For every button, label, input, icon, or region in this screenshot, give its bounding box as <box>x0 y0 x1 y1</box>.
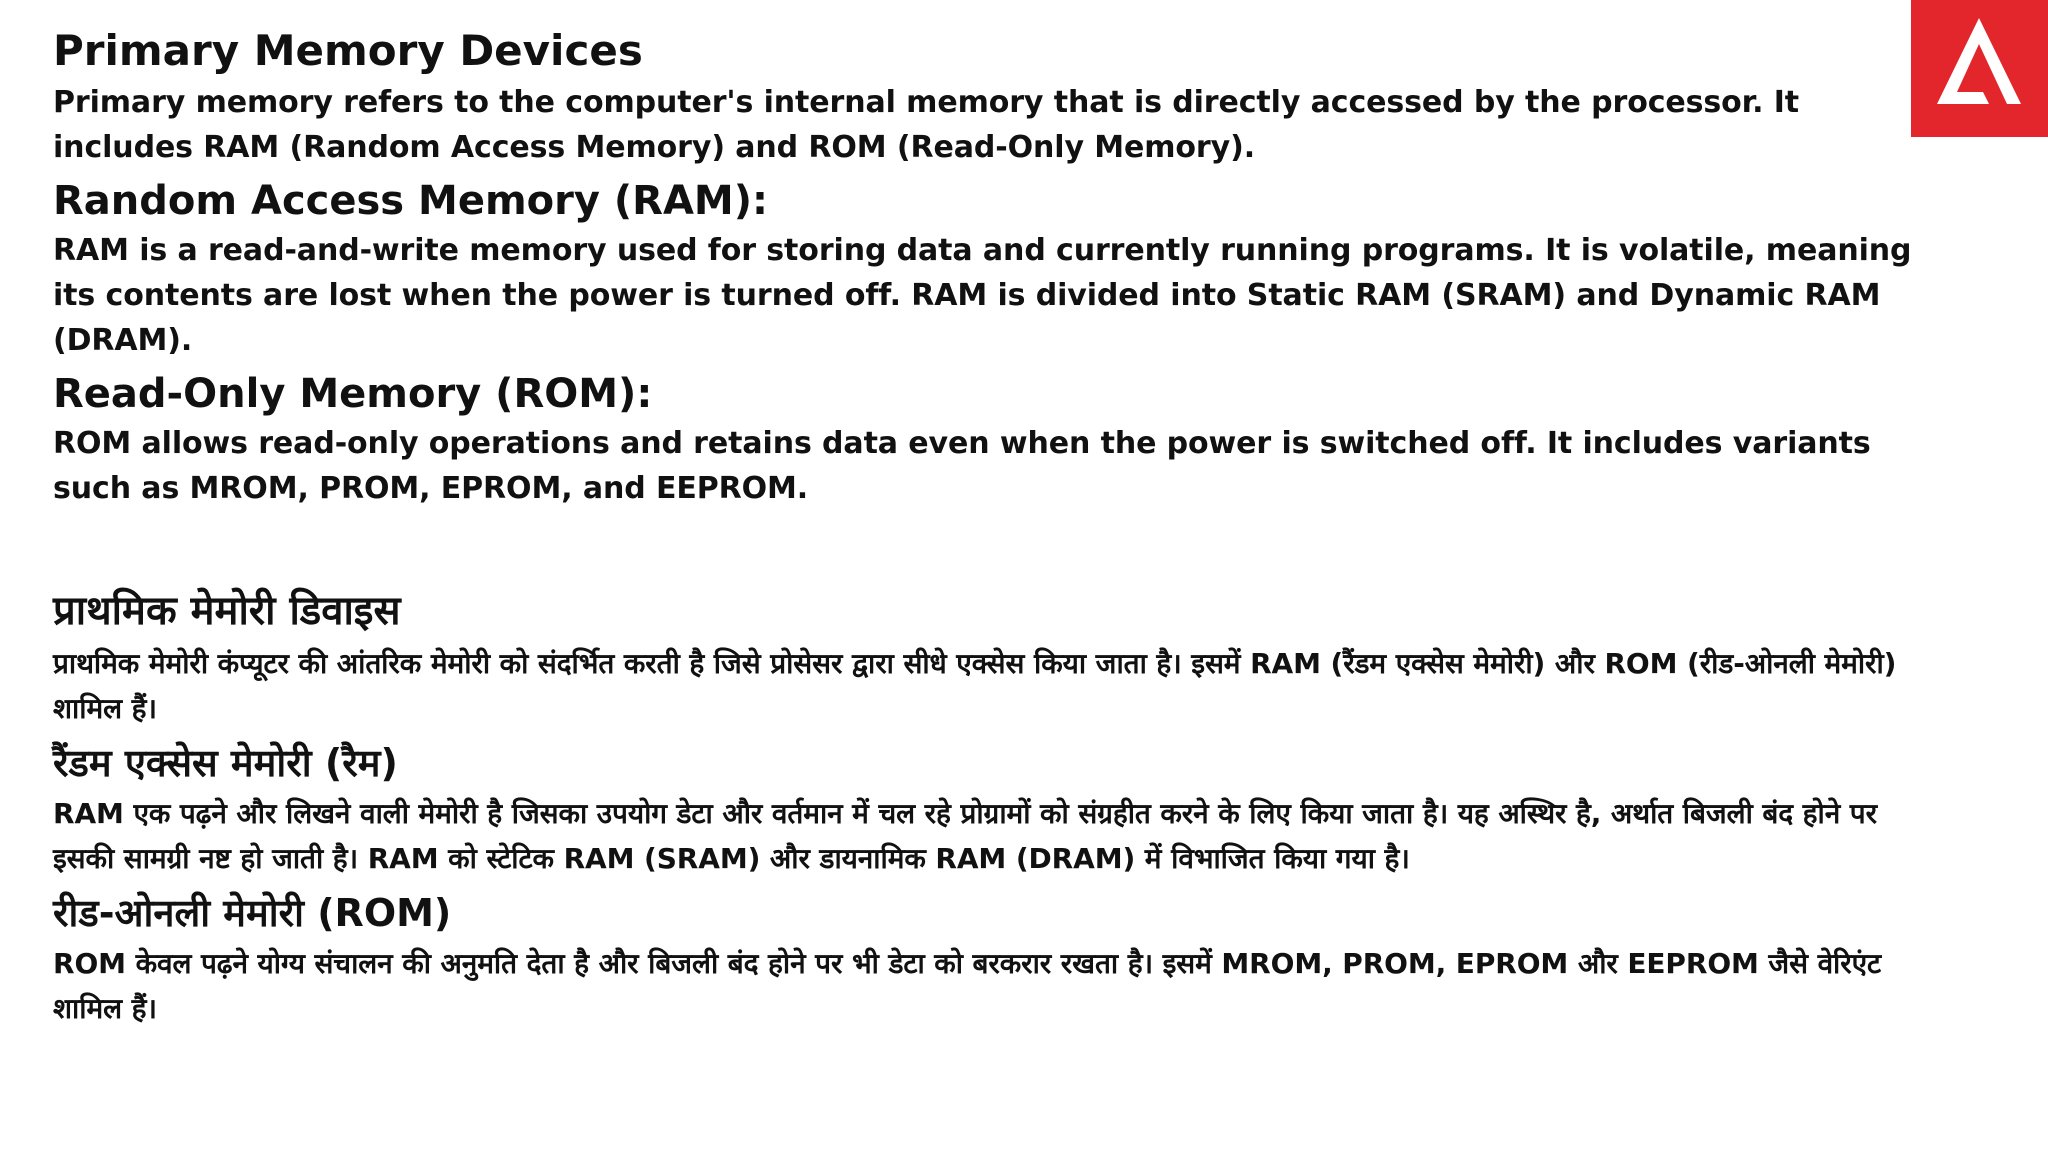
page-title: Primary Memory Devices <box>53 26 643 75</box>
brand-a-logo-icon <box>1911 0 2048 137</box>
intro-paragraph: Primary memory refers to the computer's internal memory that is directly accessed by the processor. It includes RAM (Random Access Memory) and ROM (Read-Only Memory). <box>53 85 1800 165</box>
hindi-page-title: प्राथमिक मेमोरी डिवाइस <box>53 588 401 634</box>
english-section <box>53 22 1933 511</box>
ram-paragraph: RAM is a read-and-write memory used for storing data and currently running programs. It is volatile, meaning its contents are lost when the power is turned off. RAM is divided into Static RAM (SRAM) and Dynamic RAM (DRAM). <box>53 233 1912 358</box>
hindi-ram-paragraph: RAM एक पढ़ने और लिखने वाली मेमोरी है जिसका उपयोग डेटा और वर्तमान में चल रहे प्रोग्रामों को संग्रहीत करने के लिए किया जाता है। यह अस्थिर है, अर्थात बिजली बंद होने पर इसकी सामग्री नष्ट हो जाती है। RAM को स्टेटिक RAM (SRAM) और डायनामिक RAM (DRAM) में विभाजित किया गया है। <box>53 797 1877 875</box>
rom-paragraph: ROM allows read-only operations and retains data even when the power is switched off. It includes variants such as MROM, PROM, EPROM, and EEPROM. <box>53 426 1871 506</box>
brand-logo <box>1911 0 2048 137</box>
hindi-ram-heading: रैंडम एक्सेस मेमोरी (रैम) <box>53 741 398 785</box>
content-page <box>53 22 1933 1031</box>
ram-heading: Random Access Memory (RAM): <box>53 178 768 224</box>
hindi-section <box>53 581 1933 1031</box>
hindi-rom-paragraph: ROM केवल पढ़ने योग्य संचालन की अनुमति देता है और बिजली बंद होने पर भी डेटा को बरकरार रखता है। इसमें MROM, PROM, EPROM और EEPROM जैसे वेरिएंट शामिल हैं। <box>53 947 1882 1025</box>
rom-heading: Read-Only Memory (ROM): <box>53 371 653 417</box>
hindi-rom-heading: रीड-ओनली मेमोरी (ROM) <box>53 891 452 935</box>
hindi-intro-paragraph: प्राथमिक मेमोरी कंप्यूटर की आंतरिक मेमोरी को संदर्भित करती है जिसे प्रोसेसर द्वारा सीधे एक्सेस किया जाता है। इसमें RAM (रैंडम एक्सेस मेमोरी) और ROM (रीड-ओनली मेमोरी) शामिल हैं। <box>53 647 1897 725</box>
